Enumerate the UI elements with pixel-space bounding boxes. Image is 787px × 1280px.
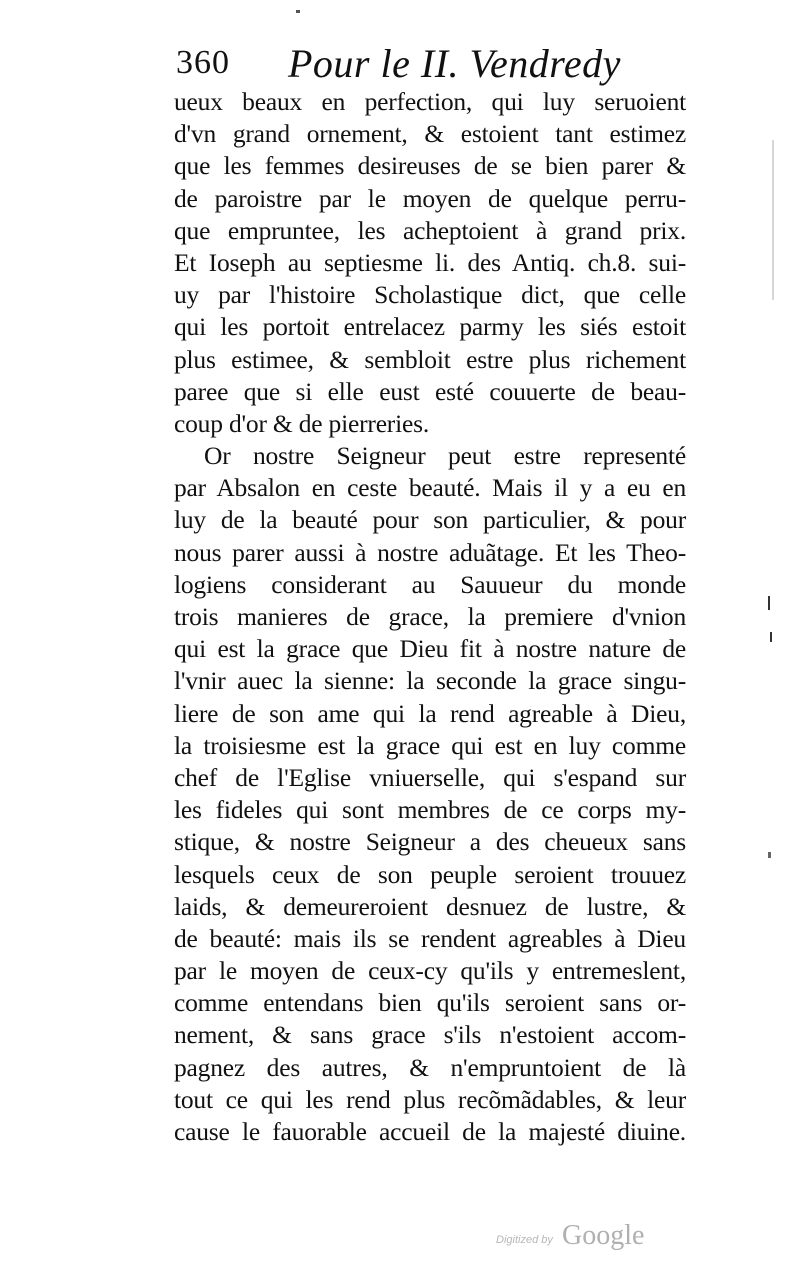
text-line: logiens considerant au Sauueur du monde <box>174 569 686 599</box>
text-line: paree que si elle eust esté couuerte de beau- <box>174 376 686 406</box>
margin-mark <box>768 596 770 610</box>
text-line: coup d'or & de pierreries. <box>174 408 430 438</box>
google-logo: Google <box>562 1220 645 1251</box>
text-line: plus estimee, & sembloit estre plus richement <box>174 344 686 374</box>
text-line: qui les portoit entrelacez parmy les siés estoit <box>174 312 686 342</box>
text-line: comme entendans bien qu'ils seroient sans or- <box>174 988 686 1018</box>
page-number: 360 <box>176 44 230 81</box>
text-line: que empruntee, les acheptoient à grand prix. <box>174 215 686 245</box>
running-title: Pour le II. Vendredy <box>288 41 621 86</box>
text-line: qui est la grace que Dieu fit à nostre nature de <box>174 634 686 664</box>
text-line: Or nostre Seigneur peut estre representé <box>204 441 686 471</box>
running-head <box>176 40 696 88</box>
text-line: la troisiesme est la grace qui est en luy comme <box>174 730 686 760</box>
text-line: lesquels ceux de son peuple seroient trouuez <box>174 859 686 889</box>
text-line: laids, & demeureroient desnuez de lustre, & <box>174 891 686 921</box>
text-line: trois manieres de grace, la premiere d'vnion <box>174 602 686 631</box>
text-line: de beauté: mais ils se rendent agreables à Dieu <box>174 923 686 953</box>
text-line: les fideles qui sont membres de ce corps my- <box>174 795 686 825</box>
text-line: par Absalon en ceste beauté. Mais il y a eu en <box>174 473 686 503</box>
text-line: nement, & sans grace s'ils n'estoient accom- <box>174 1020 686 1050</box>
text-line: par le moyen de ceux-cy qu'ils y entremeslent, <box>174 956 686 986</box>
text-line: d'vn grand ornement, & estoient tant estimez <box>174 119 686 149</box>
text-line: de paroistre par le moyen de quelque perru- <box>174 183 686 213</box>
body-text <box>174 86 686 1148</box>
digitized-prefix: Digitized by <box>496 1234 553 1246</box>
text-line: liere de son ame qui la rend agreable à Dieu, <box>174 698 686 728</box>
text-line: nous parer aussi à nostre aduãtage. Et les Theo- <box>174 537 686 567</box>
text-line: chef de l'Eglise vniuerselle, qui s'espand sur <box>174 762 686 792</box>
text-line: ueux beaux en perfection, qui luy seruoient <box>174 87 686 116</box>
margin-mark <box>770 632 772 642</box>
margin-mark <box>768 852 771 858</box>
text-line: uy par l'histoire Scholastique dict, que celle <box>174 280 686 310</box>
text-line: pagnez des autres, & n'empruntoient de là <box>174 1052 686 1082</box>
text-line: luy de la beauté pour son particulier, & pour <box>174 505 686 535</box>
text-line: l'vnir auec la sienne: la seconde la grace singu- <box>174 666 686 696</box>
text-line: tout ce qui les rend plus recõmãdables, & leur <box>174 1084 686 1114</box>
print-speck <box>296 10 300 13</box>
digitized-watermark <box>496 1222 666 1252</box>
page-edge-shadow <box>772 140 774 300</box>
text-line: cause le fauorable accueil de la majesté diuine. <box>174 1117 686 1146</box>
text-line: Et Ioseph au septiesme li. des Antiq. ch.8. sui- <box>174 247 686 277</box>
text-line: stique, & nostre Seigneur a des cheueux sans <box>174 827 686 857</box>
text-line: que les femmes desireuses de se bien parer & <box>174 151 686 181</box>
